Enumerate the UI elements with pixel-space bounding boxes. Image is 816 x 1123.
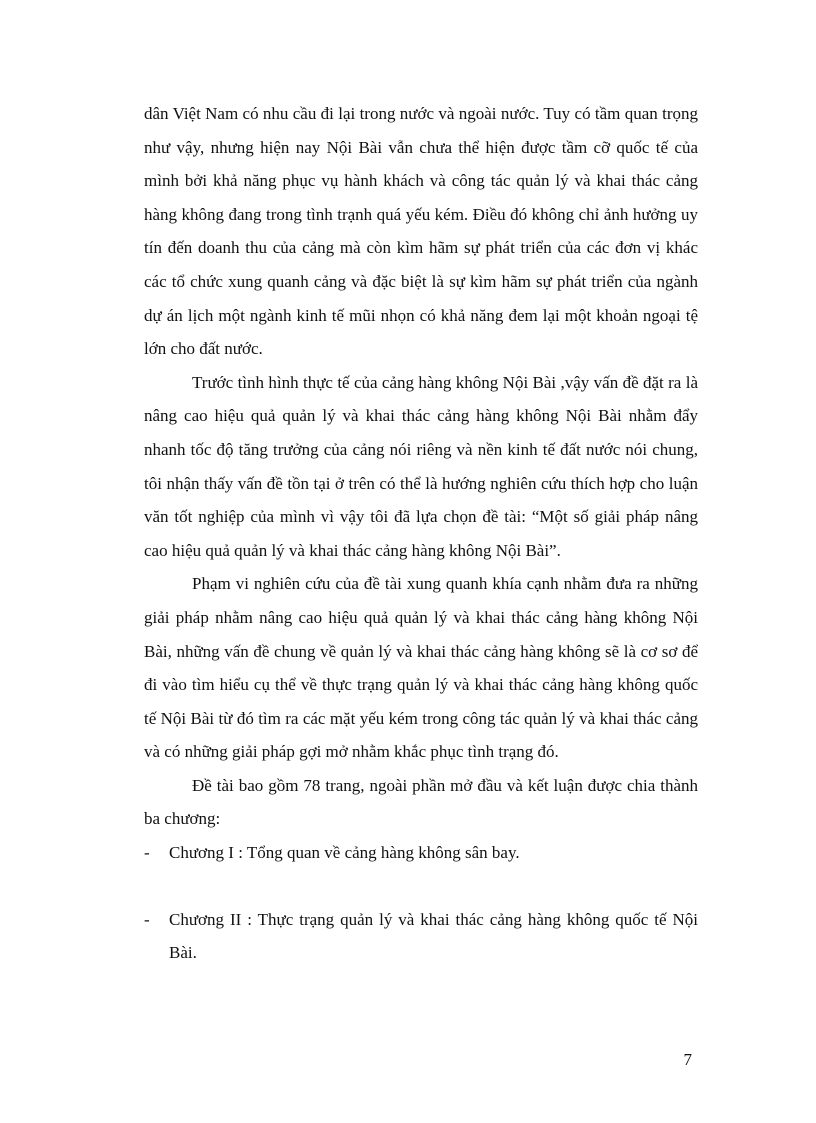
chapter-list-item	[144, 836, 698, 870]
list-dash: -	[144, 843, 150, 863]
paragraph-continuation: dân Việt Nam có nhu cầu đi lại trong nước và ngoài nước. Tuy có tầm quan trọng như vậy, nhưng hiện nay Nội Bài vẫn chưa thể hiện được tầm cỡ quốc tế của mình bởi khả năng phục vụ hành khách và công tác quản lý và khai thác cảng hàng không đang trong tình trạnh quá yếu kém. Điều đó không chỉ ảnh hưởng uy tín đến doanh thu của cảng mà còn kìm hãm sự phát triển của các đơn vị khác các tổ chức xung quanh cảng và đặc biệt là sự kìm hãm sự phát triển của ngành dự án lịch một ngành kinh tế mũi nhọn có khả năng đem lại một khoản ngoại tệ lớn cho đất nước.	[144, 104, 698, 359]
page-number: 7	[683, 1050, 692, 1069]
document-body	[144, 97, 698, 970]
paragraph-context: Trước tình hình thực tế của cảng hàng không Nội Bài ,vậy vấn đề đặt ra là nâng cao hiệu quả quản lý và khai thác cảng hàng không Nội Bài nhằm đẩy nhanh tốc độ tăng trưởng của cảng nói riêng và nền kinh tế đất nước nói chung, tôi nhận thấy vấn đề tồn tại ở trên có thể là hướng nghiên cứu thích hợp cho luận văn tốt nghiệp của mình vì vậy tôi đã lựa chọn đề tài: “Một số giải pháp nâng cao hiệu quả quản lý và khai thác cảng hàng không Nội Bài”.	[144, 372, 698, 560]
paragraph-structure: Đề tài bao gồm 78 trang, ngoài phần mở đầu và kết luận được chia thành ba chương:	[144, 775, 698, 829]
chapter-title: Chương I : Tổng quan về cảng hàng không sân bay.	[169, 843, 520, 863]
chapter-title: Chương II : Thực trạng quản lý và khai thác cảng hàng không quốc tế Nội Bài.	[169, 909, 698, 963]
list-dash: -	[144, 909, 150, 929]
chapter-list-item	[144, 903, 698, 970]
paragraph-scope: Phạm vi nghiên cứu của đề tài xung quanh khía cạnh nhằm đưa ra những giải pháp nhằm nâng cao hiệu quả quản lý và khai thác cảng hàng không Nội Bài, những vấn đề chung về quản lý và khai thác cảng hàng không sẽ là cơ sơ để đi vào tìm hiểu cụ thể về thực trạng quản lý và khai thác cảng hàng không quốc tế Nội Bài từ đó tìm ra các mặt yếu kém trong công tác quản lý và khai thác cảng và có những giải pháp gợi mở nhằm khắc phục tình trạng đó.	[144, 574, 698, 762]
